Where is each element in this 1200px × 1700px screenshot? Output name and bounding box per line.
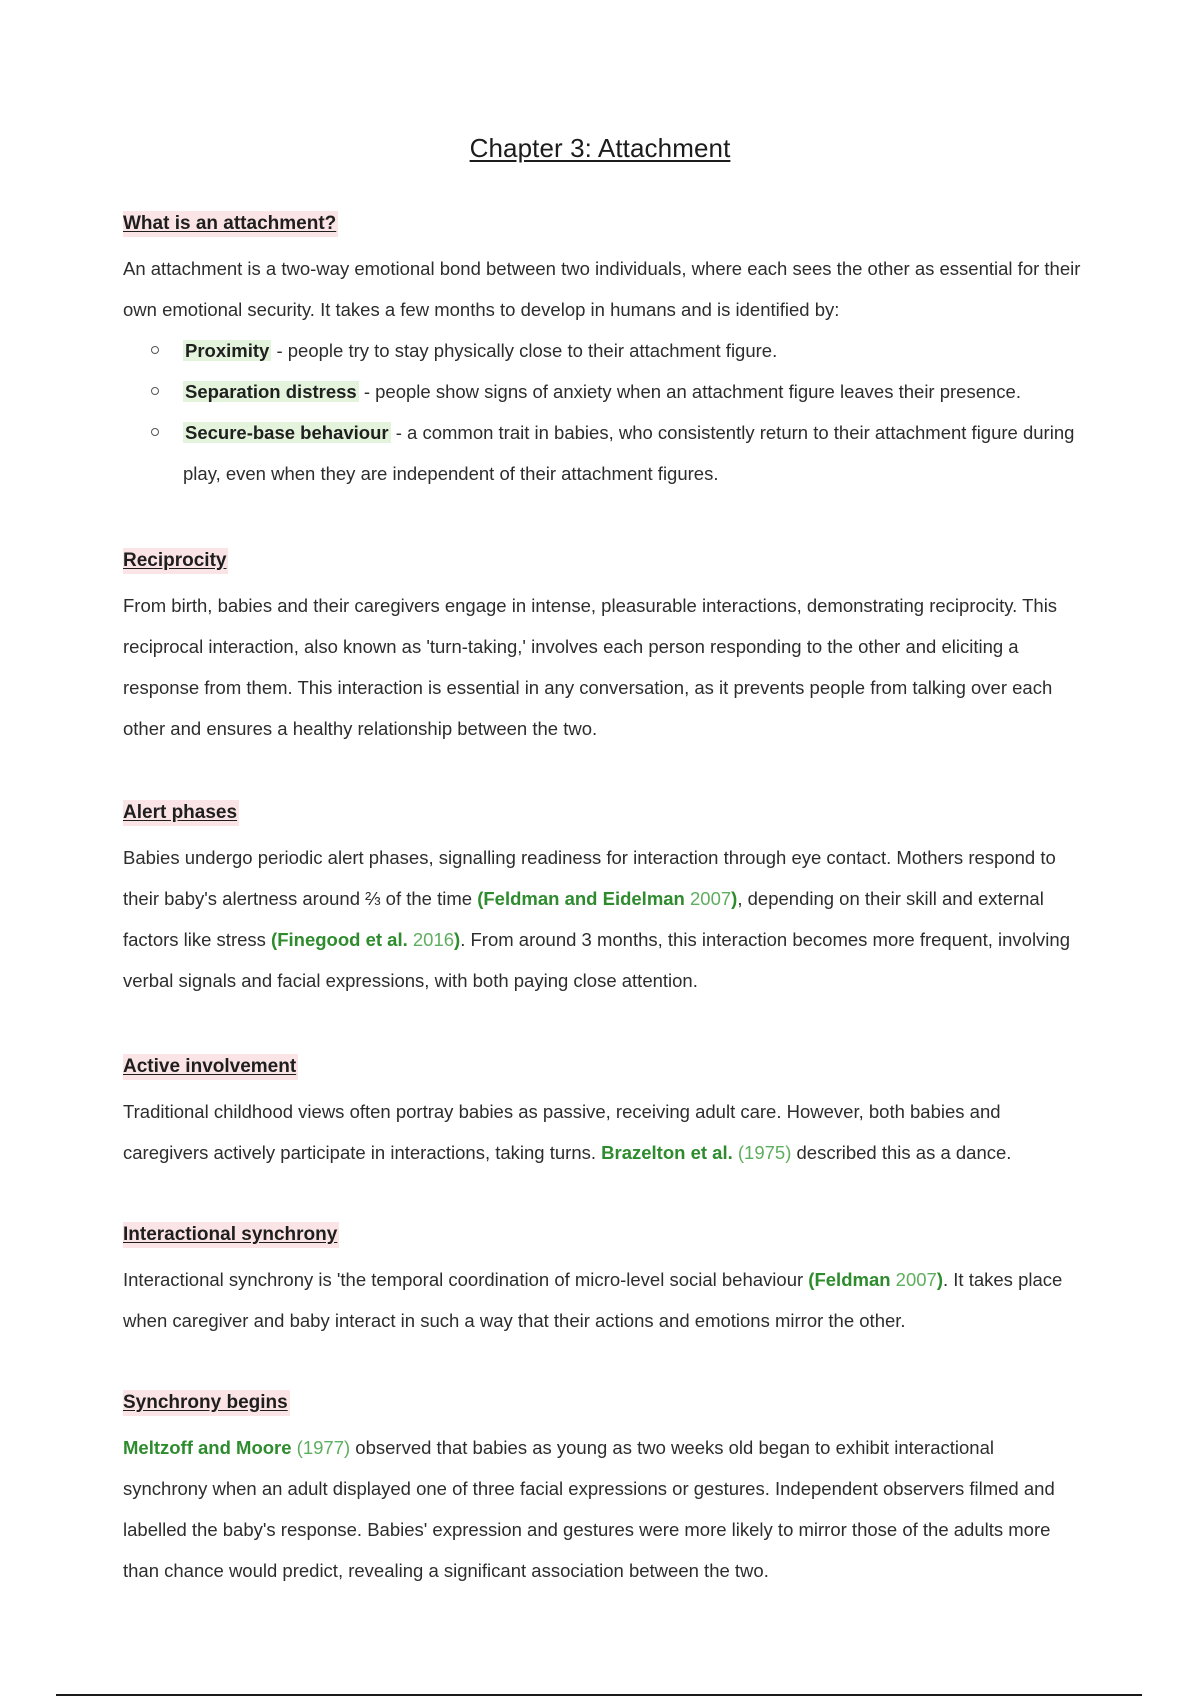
list-item: [123, 412, 1083, 494]
citation-year: 2007: [890, 1269, 937, 1290]
citation-paren: (: [477, 888, 484, 909]
section-alert-phases: [123, 800, 1083, 1001]
list-item: [123, 371, 1083, 412]
key-term: Separation distress: [185, 381, 357, 402]
section-heading: Reciprocity: [123, 548, 228, 574]
bullet-circle-icon: [151, 428, 159, 436]
citation-year: 2016: [407, 929, 455, 950]
citation-paren: (: [808, 1269, 815, 1290]
key-term: Secure-base behaviour: [185, 422, 389, 443]
citation-author: Brazelton et al.: [601, 1142, 733, 1163]
section-attachment: [123, 211, 1083, 494]
paragraph-text: Traditional childhood views often portray babies as passive, receiving adult care. However, both babies and caregivers actively participate in interactions, taking turns.: [123, 1101, 1001, 1163]
paragraph-text: Babies undergo periodic alert phases, signalling readiness for interaction through eye contact. Mothers respond to their baby's alertness around ⅔ of the time: [123, 847, 1056, 909]
section-heading: Synchrony begins: [123, 1390, 290, 1416]
paragraph-text: observed that babies as young as two weeks old began to exhibit interactional synchrony when an adult displayed one of three facial expressions or gestures. Independent observers filmed and labelled the baby's response. Babies' expression and gestures were more likely to mirror those of the adults more than chance would predict, revealing a significant association between the two.: [123, 1437, 1055, 1581]
citation-paren: ): [454, 929, 461, 950]
citation-year: (1977): [291, 1437, 351, 1458]
section-heading: What is an attachment?: [123, 211, 338, 237]
list-item-text: - people show signs of anxiety when an attachment figure leaves their presence.: [358, 381, 1021, 402]
section-paragraph: From birth, babies and their caregivers engage in intense, pleasurable interactions, demonstrating reciprocity. This reciprocal interaction, also known as 'turn-taking,' involves each person responding to the other and eliciting a response from them. This interaction is essential in any conversation, as it prevents people from talking over each other and ensures a healthy relationship between the two.: [123, 595, 1058, 739]
list-item: [123, 330, 1083, 371]
section-paragraph: [123, 1259, 1083, 1341]
citation-author: Finegood et al.: [277, 929, 408, 950]
section-interactional-synchrony: [123, 1222, 1083, 1341]
section-paragraph: [123, 1091, 1083, 1173]
section-active-involvement: [123, 1054, 1083, 1173]
citation-year: 2007: [684, 888, 732, 909]
list-item-text: - a common trait in babies, who consistently return to their attachment figure during play, even when they are independent of their attachment figures.: [183, 422, 1075, 484]
citation-author: Feldman: [814, 1269, 891, 1290]
section-paragraph: [123, 1427, 1083, 1591]
attachment-criteria-list: [123, 330, 1083, 494]
section-heading: Interactional synchrony: [123, 1222, 339, 1248]
key-term: Proximity: [185, 340, 270, 361]
footer-rule: [56, 1694, 1142, 1696]
section-synchrony-begins: [123, 1390, 1083, 1591]
citation-year: (1975): [732, 1142, 792, 1163]
paragraph-text: described this as a dance.: [791, 1142, 1012, 1163]
section-heading: Alert phases: [123, 800, 239, 826]
section-paragraph: [123, 837, 1083, 1001]
citation-author: Feldman and Eidelman: [483, 888, 685, 909]
citation-author: Meltzoff and Moore: [123, 1437, 292, 1458]
section-reciprocity: [123, 548, 1083, 749]
bullet-circle-icon: [151, 346, 159, 354]
section-heading: Active involvement: [123, 1054, 298, 1080]
paragraph-text: . From around 3 months, this interaction becomes more frequent, involving verbal signals and facial expressions, with both paying close attention.: [123, 929, 1070, 991]
bullet-circle-icon: [151, 387, 159, 395]
page-title: Chapter 3: Attachment: [469, 133, 731, 163]
section-paragraph: An attachment is a two-way emotional bond between two individuals, where each sees the other as essential for their own emotional security. It takes a few months to develop in humans and is identified by:: [123, 258, 1081, 320]
citation-paren: ): [936, 1269, 944, 1290]
list-item-text: - people try to stay physically close to their attachment figure.: [271, 340, 778, 361]
paragraph-text: Interactional synchrony is 'the temporal coordination of micro-level social behaviour: [123, 1269, 809, 1290]
citation-paren: (: [271, 929, 278, 950]
paragraph-text: , depending on their skill and external factors like stress: [123, 888, 1044, 950]
paragraph-text: . It takes place when caregiver and baby interact in such a way that their actions and emotions mirror the other.: [123, 1269, 1063, 1331]
citation-paren: ): [731, 888, 738, 909]
